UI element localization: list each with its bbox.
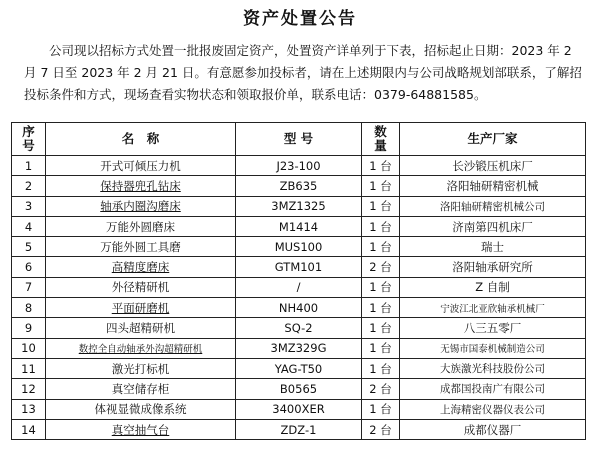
cell-no: 9 [12,318,46,338]
cell-no: 14 [12,419,46,439]
cell-manufacturer: 上海精密仪器仪表公司 [400,399,586,419]
cell-model: B0565 [236,379,362,399]
cell-name: 真空储存柜 [46,379,236,399]
cell-qty: 2 台 [362,419,400,439]
cell-name: 平面研磨机 [46,298,236,318]
cell-qty: 1 台 [362,196,400,216]
cell-manufacturer: 瑞士 [400,237,586,257]
cell-no: 6 [12,257,46,277]
table-row [12,257,586,277]
table-row [12,419,586,439]
cell-name: 真空抽气台 [46,419,236,439]
cell-model: J23-100 [236,156,362,176]
cell-manufacturer: 成都国投南广有限公司 [400,379,586,399]
cell-name: 数控全自动轴承外沟超精研机 [46,338,236,358]
cell-name: 万能外圆工具磨 [46,237,236,257]
cell-model: MUS100 [236,237,362,257]
table-row [12,379,586,399]
cell-manufacturer: 宁波江北亚欣轴承机械厂 [400,298,586,318]
cell-qty: 1 台 [362,216,400,236]
cell-manufacturer: 济南第四机床厂 [400,216,586,236]
cell-model: YAG-T50 [236,358,362,378]
cell-name: 体视显微成像系统 [46,399,236,419]
cell-name: 外径精研机 [46,277,236,297]
table-row [12,216,586,236]
cell-manufacturer: Z 自制 [400,277,586,297]
cell-name: 轴承内圈沟磨床 [46,196,236,216]
table-row [12,399,586,419]
cell-model: GTM101 [236,257,362,277]
cell-manufacturer: 大族激光科技股份公司 [400,358,586,378]
cell-qty: 1 台 [362,399,400,419]
table-row [12,156,586,176]
cell-name: 保持器兜孔钻床 [46,176,236,196]
cell-qty: 1 台 [362,237,400,257]
cell-qty: 1 台 [362,277,400,297]
cell-qty: 1 台 [362,338,400,358]
page-title: 资产处置公告 [243,9,357,29]
cell-no: 13 [12,399,46,419]
cell-manufacturer: 无锡市国泰机械制造公司 [400,338,586,358]
cell-no: 7 [12,277,46,297]
cell-no: 12 [12,379,46,399]
cell-no: 5 [12,237,46,257]
cell-manufacturer: 洛阳轴研精密机械 [400,176,586,196]
table-row [12,237,586,257]
cell-manufacturer: 八三五零厂 [400,318,586,338]
cell-model: ZB635 [236,176,362,196]
cell-manufacturer: 成都仪器厂 [400,419,586,439]
table-row [12,338,586,358]
cell-name: 高精度磨床 [46,257,236,277]
cell-no: 11 [12,358,46,378]
header-no: 序 号 [12,123,46,156]
cell-qty: 1 台 [362,358,400,378]
cell-model: / [236,277,362,297]
header-manufacturer: 生产厂家 [400,123,586,156]
cell-manufacturer: 长沙锻压机床厂 [400,156,586,176]
table-row [12,298,586,318]
cell-qty: 1 台 [362,298,400,318]
cell-model: ZDZ-1 [236,419,362,439]
cell-model: 3MZ329G [236,338,362,358]
cell-qty: 2 台 [362,257,400,277]
cell-model: M1414 [236,216,362,236]
cell-qty: 1 台 [362,156,400,176]
cell-no: 4 [12,216,46,236]
cell-name: 万能外圆磨床 [46,216,236,236]
cell-model: SQ-2 [236,318,362,338]
table-row [12,196,586,216]
cell-qty: 1 台 [362,318,400,338]
header-model: 型 号 [236,123,362,156]
cell-manufacturer: 洛阳轴承研究所 [400,257,586,277]
cell-no: 2 [12,176,46,196]
notice-paragraph: 公司现以招标方式处置一批报废固定资产，处置资产详单列于下表，招标起止日期：2023 年 2 月 7 日至 2023 年 2 月 21 日。有意愿参加投标者，请在上述期限内与公司战略规划部联系，了解招投标条件和方式，现场查看实物状态和领取报价单，联系电话：0379-64881585。 [24,43,582,102]
header-qty: 数 量 [362,123,400,156]
asset-table [11,122,586,440]
cell-name: 四头超精研机 [46,318,236,338]
table-row [12,318,586,338]
cell-qty: 2 台 [362,379,400,399]
cell-model: NH400 [236,298,362,318]
cell-name: 激光打标机 [46,358,236,378]
cell-no: 1 [12,156,46,176]
table-header-row [12,123,586,156]
cell-model: 3MZ1325 [236,196,362,216]
table-row [12,358,586,378]
cell-model: 3400XER [236,399,362,419]
cell-manufacturer: 洛阳轴研精密机械公司 [400,196,586,216]
header-name: 名 称 [46,123,236,156]
table-row [12,176,586,196]
cell-no: 8 [12,298,46,318]
cell-no: 10 [12,338,46,358]
table-row [12,277,586,297]
cell-no: 3 [12,196,46,216]
cell-name: 开式可倾压力机 [46,156,236,176]
cell-qty: 1 台 [362,176,400,196]
